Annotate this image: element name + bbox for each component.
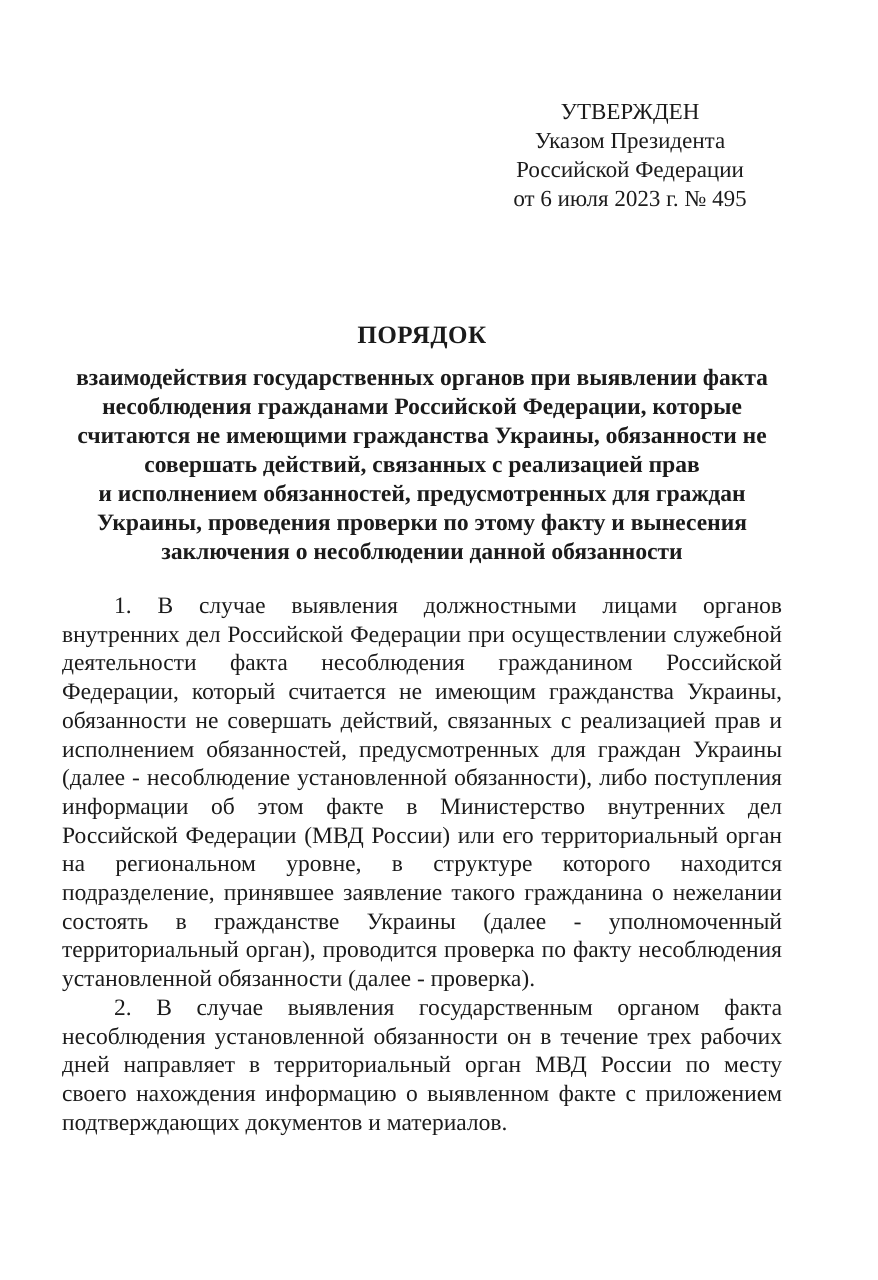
text-line: УТВЕРЖДЕН [560, 99, 700, 124]
text-line: взаимодействия государственных органов при выявлении факта [76, 365, 768, 391]
paragraph-1: 1. В случае выявления должностными лицами органов внутренних дел Российской Федерации при осуществлении служебной деятельности факта несоблюдения гражданином Российской Федерации, который считается не имеющим гражданства Украины, обязанности не совершать действий, связанных с реализацией прав и исполнением обязанностей, предусмотренных для граждан Украины (далее - несоблюдение установленной обязанности), либо поступления информации об этом факте в Министерство внутренних дел Российской Федерации (МВД России) или его территориальный орган на региональном уровне, в структуре которого находится подразделение, принявшее заявление такого гражданина о нежелании состоять в гражданстве Украины (далее - уполномоченный территориальный орган), проводится проверка по факту несоблюдения установленной обязанности (далее - проверка). [62, 593, 782, 993]
paragraph-2: 2. В случае выявления государственным органом факта несоблюдения установленной обязанности он в течение трех рабочих дней направляет в территориальный орган МВД России по месту своего нахождения информацию о выявленном факте с приложением подтверждающих документов и материалов. [62, 994, 782, 1136]
text-line: заключения о несоблюдении данной обязанности [161, 539, 683, 565]
approval-stamp-block [498, 97, 762, 213]
text-line: считаются не имеющими гражданства Украины, обязанности не [77, 423, 767, 449]
document-title: ПОРЯДОК [357, 322, 487, 349]
document-body [62, 592, 782, 1137]
text-line: Российской Федерации [516, 157, 744, 182]
text-line: Украины, проведения проверки по этому факту и вынесения [97, 510, 747, 536]
text-line: и исполнением обязанностей, предусмотренных для граждан [98, 481, 746, 507]
text-line: от 6 июля 2023 г. № 495 [513, 186, 747, 211]
text-line: Указом Президента [534, 128, 726, 153]
text-line: совершать действий, связанных с реализацией прав [144, 452, 700, 478]
text-line: несоблюдения гражданами Российской Федерации, которые [102, 394, 742, 420]
document-subtitle [62, 364, 782, 567]
